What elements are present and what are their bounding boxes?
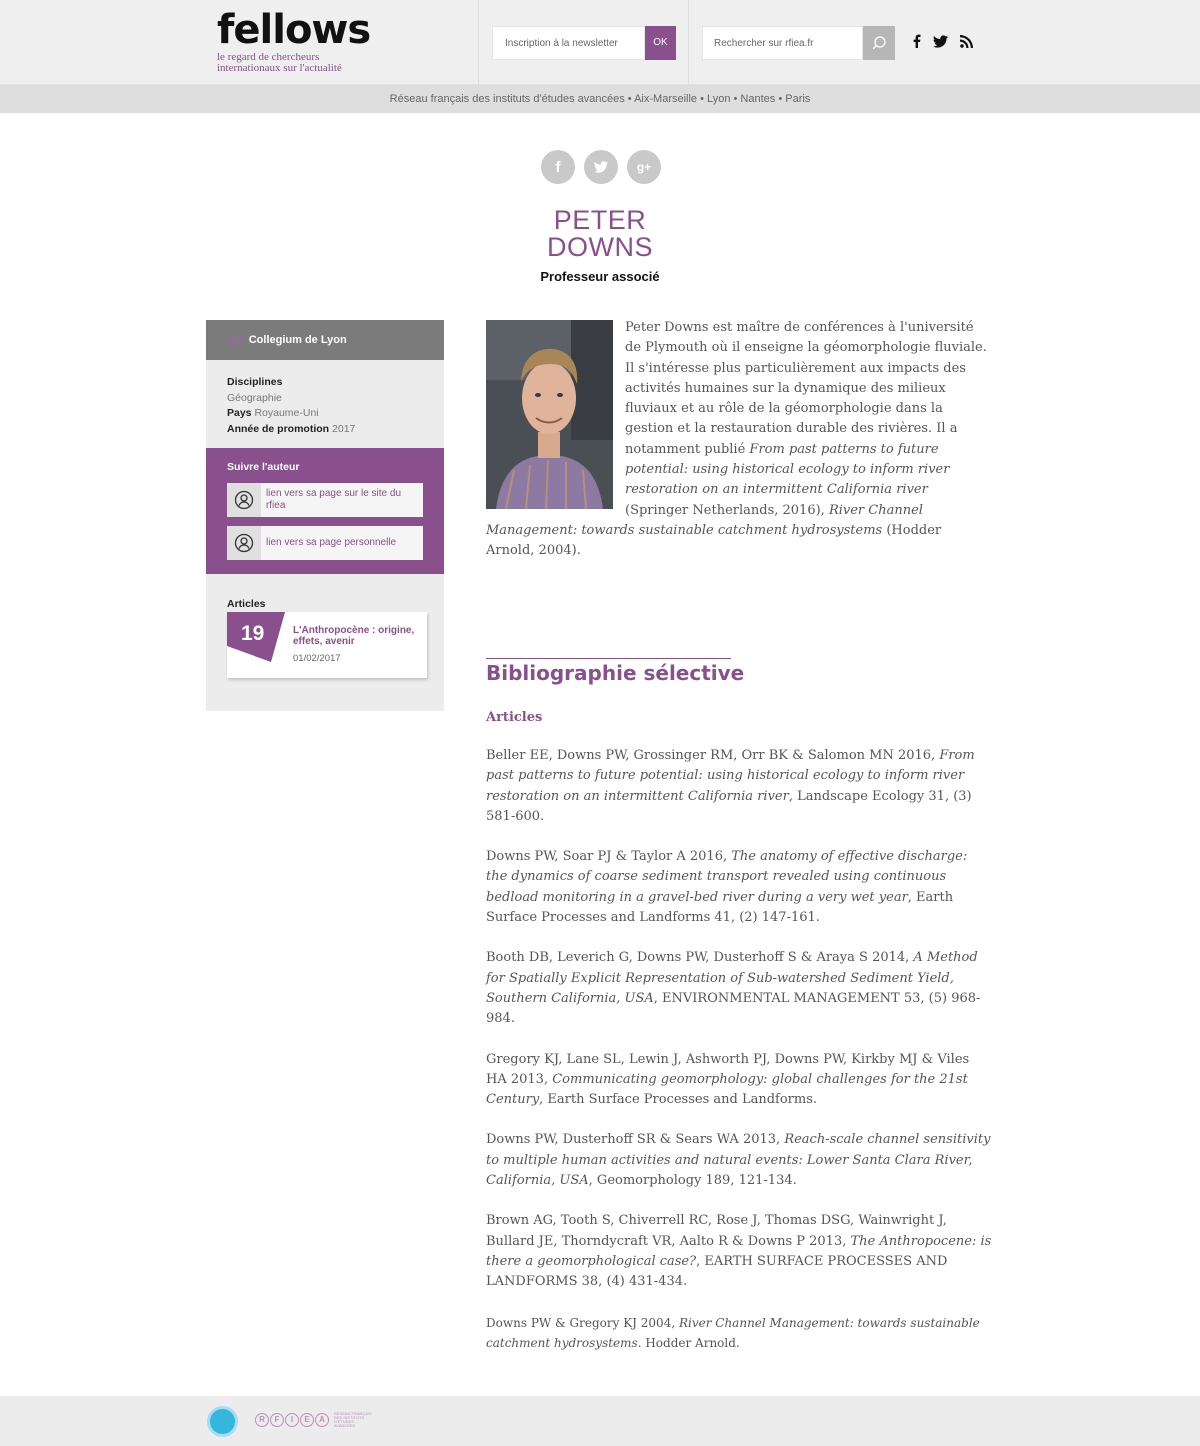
reference-title: A Method for Spatially Explicit Representation of Sub-watershed Sediment Yield, Southern California, USA	[486, 950, 978, 1006]
author-photo	[486, 320, 613, 509]
pays-value: Royaume-Uni	[254, 407, 319, 419]
site-logo[interactable]	[217, 7, 371, 74]
rfiea-logo[interactable]	[255, 1412, 374, 1428]
reference-authors: Booth DB, Leverich G, Downs PW, Dusterhoff S & Araya S 2014,	[486, 950, 914, 966]
network-bar: Réseau français des instituts d'études avancées • Aix-Marseille • Lyon • Nantes • Paris	[0, 85, 1200, 113]
rss-icon[interactable]	[960, 35, 973, 53]
share-facebook-icon[interactable]: f	[541, 150, 575, 184]
search-input[interactable]: Rechercher sur rfiea.fr	[702, 26, 863, 60]
person-name	[450, 207, 750, 261]
reference-source: , Earth Surface Processes and Landforms 41, (2) 147-161.	[486, 889, 954, 926]
site-footer	[0, 1396, 1200, 1446]
reference-source: , Earth Surface Processes and Landforms.	[539, 1092, 818, 1108]
article-card[interactable]	[227, 612, 427, 678]
reference-item	[486, 1211, 992, 1292]
reference-authors: Downs PW & Gregory KJ 2004,	[486, 1315, 679, 1330]
person-first-name: PETER	[553, 205, 647, 235]
newsletter-form	[492, 26, 676, 60]
search-button[interactable]	[863, 26, 895, 60]
annee-value: 2017	[332, 422, 356, 435]
iea-lyon-logo[interactable]	[207, 1406, 238, 1437]
reference-title: Reach-scale channel sensitivity to multiple human activities and natural events: Lower Santa Clara River, California, USA	[486, 1132, 991, 1189]
articles-title: Articles	[227, 598, 266, 610]
personal-page-link-label: lien vers sa page personnelle	[266, 537, 397, 548]
article-date: 01/02/2017	[293, 653, 341, 664]
reference-item	[486, 746, 992, 827]
reference-title: From past patterns to future potential: using historical ecology to inform river restoration on an intermittent California river	[486, 748, 975, 804]
institute-name[interactable]: Collegium de Lyon	[248, 334, 347, 346]
newsletter-input[interactable]: Inscription à la newsletter	[492, 26, 645, 60]
profile-sidebar	[206, 320, 444, 711]
newsletter-ok-button[interactable]: OK	[645, 26, 676, 60]
reference-item	[486, 1050, 992, 1111]
user-icon	[227, 483, 261, 517]
share-buttons	[541, 150, 661, 184]
reference-source: , EARTH SURFACE PROCESSES AND LANDFORMS 38, (4) 431-434.	[486, 1253, 948, 1290]
biblio-divider	[486, 658, 731, 659]
reference-item	[486, 847, 992, 928]
header-divider	[688, 0, 689, 85]
logo-tagline-2: internationaux sur l'actualité	[217, 62, 342, 74]
reference-authors: Downs PW, Dusterhoff SR & Sears WA 2013,	[486, 1132, 785, 1148]
reference-title: The anatomy of effective discharge: the dynamics of coarse sediment transport revealed using continuous bedload monitoring in a gravel-bed river during a very wet year	[486, 849, 968, 905]
annee-label: Année de promotion	[227, 422, 330, 435]
article-number: 19	[241, 622, 265, 645]
logo-tagline-1: le regard de chercheurs	[217, 51, 320, 63]
bio-text-1: Peter Downs est maître de conférences à l'université de Plymouth où il enseigne la géomorphologie fluviale. Il s'intéresse plus particulièrement aux impacts des activités humaines sur la dynamique des milieux fluviaux et au rôle de la géomorphologie dans la gestion et la restauration durable des rivières. Il a notamment publié	[625, 320, 987, 457]
reference-authors: Beller EE, Downs PW, Grossinger RM, Orr BK & Salomon MN 2016,	[486, 748, 940, 763]
biblio-heading: Bibliographie sélective	[486, 661, 745, 685]
disciplines-label: Disciplines	[227, 376, 283, 388]
logo-word: fellows	[217, 7, 371, 53]
iea-prefix: IEA	[227, 334, 245, 346]
share-googleplus-icon[interactable]: g+	[627, 150, 661, 184]
rfiea-letter: F	[270, 1413, 284, 1427]
biblio-subheading: Articles	[486, 710, 543, 725]
reference-item	[486, 1313, 992, 1354]
search-form	[702, 26, 895, 60]
reference-source: , ENVIRONMENTAL MANAGEMENT 53, (5) 968-984.	[486, 990, 981, 1027]
reference-item	[486, 1130, 992, 1191]
article-number-badge	[227, 612, 287, 662]
site-header	[0, 0, 1200, 85]
rfiea-caption: RÉSEAU FRANÇAIS DES INSTITUTS D'ÉTUDES AVANCÉES	[334, 1411, 372, 1428]
rfiea-letter: A	[315, 1413, 329, 1427]
rfiea-page-link[interactable]	[227, 483, 423, 517]
reference-authors: Downs PW, Soar PJ & Taylor A 2016,	[486, 849, 732, 865]
search-icon	[871, 35, 887, 51]
personal-page-link[interactable]	[227, 526, 423, 560]
reference-item	[486, 948, 992, 1029]
twitter-icon[interactable]	[933, 35, 948, 53]
header-social-links	[912, 34, 973, 53]
reference-source: , Landscape Ecology 31, (3) 581-600.	[486, 788, 972, 824]
share-twitter-icon[interactable]	[584, 150, 618, 184]
bio-title-2: River Channel Management: towards sustainable catchment hydrosystems	[486, 502, 923, 538]
article-title[interactable]: L'Anthropocène : origine, effets, avenir	[293, 625, 415, 647]
reference-title: The Anthropocene: is there a geomorphological case?	[486, 1233, 992, 1269]
bio-title-1: From past patterns to future potential: using historical ecology to inform river restoration on an intermittent California river	[625, 441, 950, 498]
main-content	[486, 318, 992, 1350]
disciplines-value: Géographie	[227, 391, 282, 404]
reference-title: Communicating geomorphology: global challenges for the 21st Century	[486, 1071, 968, 1108]
rfiea-letter: I	[285, 1413, 299, 1427]
user-icon	[227, 526, 261, 560]
person-last-name: DOWNS	[547, 232, 653, 262]
articles-section	[227, 598, 427, 678]
reference-list	[486, 746, 992, 1373]
rfiea-letter: E	[300, 1413, 314, 1427]
follow-author-panel	[206, 448, 444, 574]
bio-text-3: (Hodder Arnold, 2004).	[486, 522, 942, 559]
reference-authors: Gregory KJ, Lane SL, Lewin J, Ashworth PJ, Downs PW, Kirkby MJ & Viles HA 2013,	[486, 1051, 970, 1087]
reference-source: . Hodder Arnold.	[637, 1335, 740, 1350]
facebook-icon[interactable]	[912, 34, 921, 53]
institute-header	[206, 320, 444, 360]
bio-text-2: (Springer Netherlands, 2016),	[625, 502, 829, 518]
rfiea-page-link-label: lien vers sa page sur le site du rfiea	[265, 488, 402, 511]
follow-title: Suivre l'auteur	[227, 461, 300, 473]
person-role: Professeur associé	[540, 269, 660, 284]
reference-authors: Brown AG, Tooth S, Chiverrell RC, Rose J, Thomas DSG, Wainwright J, Bullard JE, Thorndycraft VR, Aalto R & Downs P 2013,	[486, 1213, 947, 1249]
rfiea-letter: R	[255, 1413, 269, 1427]
header-divider	[478, 0, 479, 85]
reference-source: , Geomorphology 189, 121-134.	[588, 1173, 797, 1189]
pays-label: Pays	[227, 407, 252, 419]
reference-title: River Channel Management: towards sustainable catchment hydrosystems	[486, 1315, 980, 1350]
